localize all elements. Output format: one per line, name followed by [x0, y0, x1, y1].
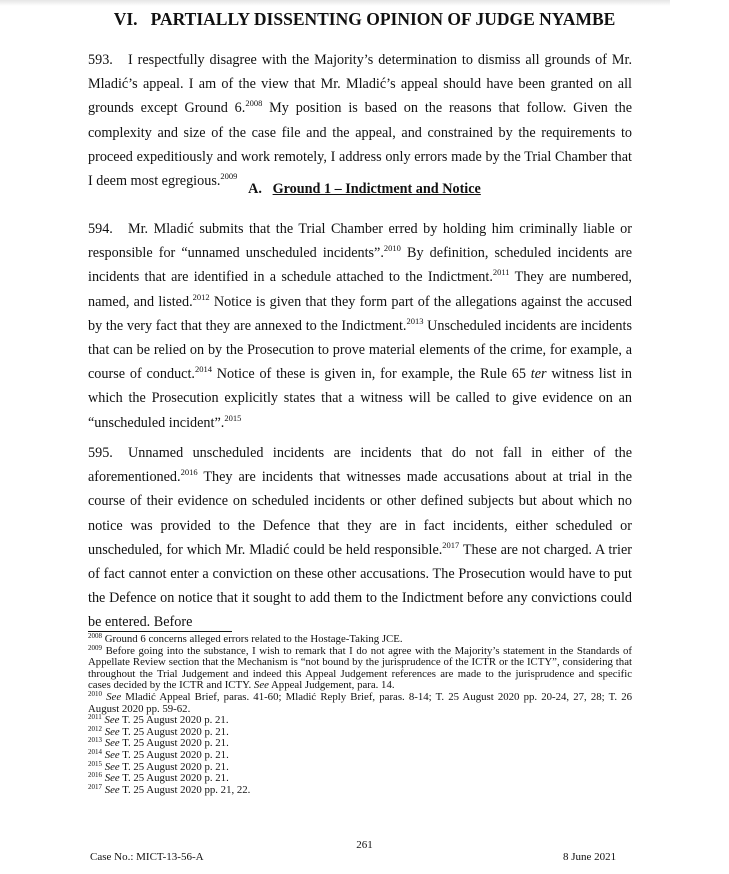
footnote-ref: 2010 — [383, 243, 401, 254]
footnote-ref: 2011 — [492, 267, 510, 278]
paragraph-number: 594. — [88, 221, 113, 237]
footnote: $^{2008}$ Ground 6 concerns alleged errors related to the Hostage-Taking JCE. — [88, 632, 403, 645]
paragraph-body: Mr. Mladić submits that the Trial Chamber erred by holding him criminally liable or responsible for “unnamed unscheduled incidents”.$^{2010}$ By definition, scheduled incidents are incidents that are identified in a schedule attached to the Indictment.$^{2011}$ They are numbered, named, and listed.$^{2012}$ Notice is given that they form part of the allegations against the accused by the very fact that they are annexed to the Indictment.$^{2013}$ Unscheduled incidents are incidents that can be relied on by the Prosecution to prove material elements of the crime, for example, a course of conduct.$^{2014}$ Notice of these is given in, for example, the Rule 65 ter witness list in which the Prosecution explicitly states that a witness will be called to give evidence on an “unscheduled incident”.$^{2015}$ — [88, 221, 632, 431]
paragraph-number: 593. — [88, 52, 113, 68]
footnote-ref: 2008 — [245, 98, 263, 109]
footnote-number: 2010 — [88, 689, 102, 698]
section-heading — [0, 181, 729, 198]
footnote-number: 2016 — [88, 771, 102, 780]
paragraph-595 — [88, 441, 632, 635]
document-date: 8 June 2021 — [563, 851, 617, 863]
italic-text: ter — [530, 366, 547, 383]
footnote-number: 2013 — [88, 736, 102, 745]
italic-text: See — [104, 714, 120, 727]
footnote-number: 2015 — [88, 759, 102, 768]
footnote: $^{2015}$ See T. 25 August 2020 p. 21. — [88, 759, 229, 773]
italic-text: See — [104, 783, 120, 796]
footnote-number: 2014 — [88, 747, 102, 756]
page-number: 261 — [356, 839, 373, 851]
footnote-separator — [88, 631, 232, 632]
footnote-number: 2012 — [88, 724, 102, 733]
footnote-number: 2008 — [88, 632, 102, 640]
footnote-number: 2011 — [88, 713, 102, 722]
footnote: $^{2011}$ See T. 25 August 2020 p. 21. — [88, 713, 229, 727]
italic-text: See — [104, 725, 120, 738]
footnote: $^{2014}$ See T. 25 August 2020 p. 21. — [88, 747, 229, 761]
footnotes — [88, 634, 632, 796]
footnote: $^{2013}$ See T. 25 August 2020 p. 21. — [88, 736, 229, 750]
footnote-ref: 2009 — [220, 171, 238, 182]
footnote: $^{2017}$ See T. 25 August 2020 pp. 21, 22. — [88, 782, 251, 796]
footnote-ref: 2012 — [192, 291, 210, 302]
case-number: Case No.: MICT-13-56-A — [90, 851, 204, 863]
italic-text: See — [104, 737, 120, 750]
footnote-number: 2009 — [88, 643, 102, 652]
footnote: $^{2012}$ See T. 25 August 2020 p. 21. — [88, 724, 229, 738]
footnote-ref: 2014 — [194, 364, 212, 375]
italic-text: See — [104, 760, 120, 773]
paragraph-body: I respectfully disagree with the Majority’s determination to dismiss all grounds of Mr. Mladić’s appeal. I am of the view that Mr. Mladić’s appeal should have been granted on all grounds except Ground 6.$^{2008}$ My position is based on the reasons that follow. Given the complexity and size of the case file and the appeal, and constrained by the requirements to proceed expeditiously and work remotely, I address only errors made by the Trial Chamber that I deem most egregious.$^{2009}$ — [88, 52, 632, 190]
section-title: Ground 1 – Indictment and Notice — [272, 181, 481, 197]
footnote-ref: 2015 — [224, 412, 242, 423]
italic-text: See — [104, 772, 120, 785]
footnote-ref: 2016 — [180, 467, 198, 478]
paragraph-number: 595. — [88, 445, 113, 461]
footnote: $^{2010}$ See Mladić Appeal Brief, paras. 41-60; Mladić Reply Brief, paras. 8-14; T. 25 August 2020 pp. 20-24, 27, 28; T. 26 August 2020 pp. 59-62. — [88, 689, 632, 715]
italic-text: See — [253, 679, 269, 692]
paragraph-body: Unnamed unscheduled incidents are incidents that do not fall in either of the aforementioned.$^{2016}$ They are incidents that witnesses made accusations about at trial in the course of their evidence on scheduled incidents or other defined subjects but about which no notice was provided to the Defence that they are in fact incidents, either scheduled or unscheduled, for which Mr. Mladić could be held responsible.$^{2017}$ These are not charged. A trier of fact cannot enter a conviction on these other accusations. The Prosecution would have to put the Defence on notice that it sought to add them to the Indictment before any convictions could be entered. Before — [88, 445, 632, 631]
paragraph-594 — [88, 217, 632, 435]
italic-text: See — [106, 690, 122, 703]
footnote-number: 2017 — [88, 782, 102, 791]
italic-text: See — [104, 748, 120, 761]
footnote: $^{2016}$ See T. 25 August 2020 p. 21. — [88, 771, 229, 785]
footnote-ref: 2013 — [406, 315, 424, 326]
chapter-heading: VI. PARTIALLY DISSENTING OPINION OF JUDGE NYAMBE — [113, 9, 616, 29]
paragraph-593 — [88, 48, 632, 193]
section-letter: A. — [248, 181, 262, 197]
footnote: $^{2009}$ Before going into the substance, I wish to remark that I do not agree with the Majority’s statement in the Standards of Appellate Review section that the Mechanism is “not bound by the jurisprudence of the ICTR or the ICTY”, considering that throughout the Trial Judgement and indeed this Appeal Judgement references are made to the jurisprudence and specific cases decided by the ICTR and ICTY. See Appeal Judgement, para. 14. — [88, 643, 632, 692]
footnote-ref: 2017 — [442, 539, 460, 550]
